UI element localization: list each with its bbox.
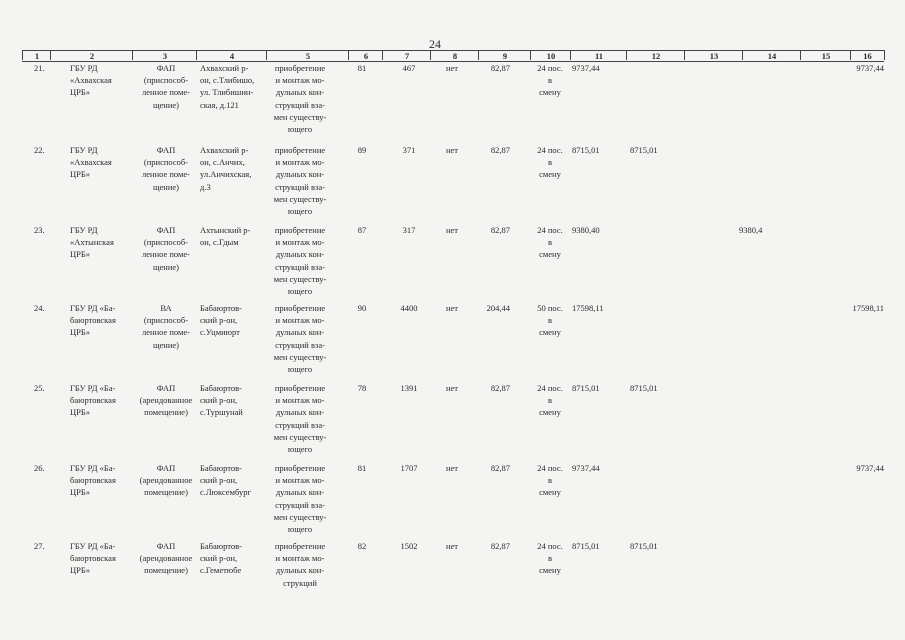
facility-type: ФАП (приспособ- ленное поме- щение) bbox=[142, 145, 190, 192]
cell-col16: 17598,11 bbox=[852, 303, 884, 313]
cell-col9: 82,87 bbox=[490, 541, 510, 551]
column-header: 6 bbox=[348, 50, 383, 60]
cell-col8: нет bbox=[445, 383, 459, 393]
column-header: 9 bbox=[478, 50, 531, 60]
work-description: приобретение и монтаж мо- дульных кон- струкций вза- мен существу- ющего bbox=[273, 145, 327, 217]
row-number: 27. bbox=[34, 541, 45, 551]
cell-col8: нет bbox=[445, 63, 459, 73]
cell-col11: 9737,44 bbox=[572, 463, 600, 473]
column-header: 5 bbox=[266, 50, 349, 60]
cell-col7: 1707 bbox=[400, 463, 418, 473]
cell-col11: 8715,01 bbox=[572, 383, 600, 393]
cell-col7: 1391 bbox=[400, 383, 418, 393]
column-header: 12 bbox=[626, 50, 685, 60]
cell-col6: 82 bbox=[357, 541, 367, 551]
facility-type: ФАП (арендованное помещение) bbox=[139, 383, 193, 418]
cell-col10: 24 пос. в смену bbox=[537, 383, 563, 418]
cell-col10: 24 пос. в смену bbox=[537, 541, 563, 576]
column-header: 11 bbox=[570, 50, 627, 60]
cell-col9: 82,87 bbox=[490, 463, 510, 473]
column-header: 10 bbox=[530, 50, 571, 60]
row-number: 23. bbox=[34, 225, 45, 235]
cell-col6: 81 bbox=[357, 63, 367, 73]
page-number: 24 bbox=[429, 37, 441, 51]
facility-address: Ахвахский р- он, с.Анчих, ул.Анчихская, д.3 bbox=[200, 145, 252, 192]
cell-col14: 9380,4 bbox=[739, 225, 763, 235]
cell-col12: 8715,01 bbox=[630, 145, 658, 155]
organization-name: ГБУ РД «Ахтынская ЦРБ» bbox=[70, 225, 114, 260]
work-description: приобретение и монтаж мо- дульных кон- струкций вза- мен существу- ющего bbox=[273, 303, 327, 375]
cell-col6: 87 bbox=[357, 225, 367, 235]
column-header: 13 bbox=[684, 50, 743, 60]
column-header: 16 bbox=[850, 50, 885, 60]
work-description: приобретение и монтаж мо- дульных кон- струкций bbox=[274, 541, 326, 588]
work-description: приобретение и монтаж мо- дульных кон- струкций вза- мен существу- ющего bbox=[273, 63, 327, 135]
work-description: приобретение и монтаж мо- дульных кон- струкций вза- мен существу- ющего bbox=[273, 383, 327, 455]
cell-col9: 82,87 bbox=[490, 383, 510, 393]
column-header: 15 bbox=[800, 50, 851, 60]
cell-col11: 17598,11 bbox=[572, 303, 604, 313]
organization-name: ГБУ РД «Ба- баюртовская ЦРБ» bbox=[70, 463, 116, 498]
table-header-row bbox=[22, 50, 884, 62]
cell-col7: 1502 bbox=[400, 541, 418, 551]
cell-col6: 90 bbox=[357, 303, 367, 313]
organization-name: ГБУ РД «Ба- баюртовская ЦРБ» bbox=[70, 541, 116, 576]
facility-type: ФАП (приспособ- ленное поме- щение) bbox=[142, 63, 190, 110]
cell-col11: 9737,44 bbox=[572, 63, 600, 73]
facility-address: Бабаюртов- ский р-он, с.Геметюбе bbox=[200, 541, 242, 576]
organization-name: ГБУ РД «Ахвахская ЦРБ» bbox=[70, 63, 112, 98]
cell-col12: 8715,01 bbox=[630, 541, 658, 551]
cell-col7: 4400 bbox=[400, 303, 418, 313]
cell-col8: нет bbox=[445, 463, 459, 473]
cell-col11: 8715,01 bbox=[572, 541, 600, 551]
cell-col8: нет bbox=[445, 145, 459, 155]
facility-type: ФАП (арендованное помещение) bbox=[139, 463, 193, 498]
row-number: 22. bbox=[34, 145, 45, 155]
work-description: приобретение и монтаж мо- дульных кон- струкций вза- мен существу- ющего bbox=[273, 463, 327, 535]
cell-col9: 204,44 bbox=[486, 303, 510, 313]
cell-col9: 82,87 bbox=[490, 145, 510, 155]
facility-address: Бабаюртов- ский р-он, с.Уцмиюрт bbox=[200, 303, 242, 338]
cell-col10: 50 пос. в смену bbox=[537, 303, 563, 338]
cell-col7: 467 bbox=[402, 63, 416, 73]
cell-col6: 89 bbox=[357, 145, 367, 155]
cell-col8: нет bbox=[445, 541, 459, 551]
cell-col6: 81 bbox=[357, 463, 367, 473]
cell-col10: 24 пос. в смену bbox=[537, 463, 563, 498]
cell-col9: 82,87 bbox=[490, 225, 510, 235]
cell-col10: 24 пос. в смену bbox=[537, 225, 563, 260]
cell-col8: нет bbox=[445, 225, 459, 235]
facility-type: ВА (приспособ- ленное поме- щение) bbox=[142, 303, 190, 350]
cell-col6: 78 bbox=[357, 383, 367, 393]
row-number: 21. bbox=[34, 63, 45, 73]
cell-col16: 9737,44 bbox=[856, 463, 884, 473]
facility-address: Бабаюртов- ский р-он, с.Туршунай bbox=[200, 383, 243, 418]
organization-name: ГБУ РД «Ахвахская ЦРБ» bbox=[70, 145, 112, 180]
cell-col11: 9380,40 bbox=[572, 225, 600, 235]
work-description: приобретение и монтаж мо- дульных кон- струкций вза- мен существу- ющего bbox=[273, 225, 327, 297]
organization-name: ГБУ РД «Ба- баюртовская ЦРБ» bbox=[70, 383, 116, 418]
row-number: 25. bbox=[34, 383, 45, 393]
column-header: 2 bbox=[50, 50, 133, 60]
organization-name: ГБУ РД «Ба- баюртовская ЦРБ» bbox=[70, 303, 116, 338]
facility-type: ФАП (арендованное помещение) bbox=[139, 541, 193, 576]
column-header: 14 bbox=[742, 50, 801, 60]
cell-col7: 371 bbox=[402, 145, 416, 155]
column-header: 1 bbox=[22, 50, 51, 60]
facility-type: ФАП (приспособ- ленное поме- щение) bbox=[142, 225, 190, 272]
cell-col10: 24 пос. в смену bbox=[537, 145, 563, 180]
row-number: 26. bbox=[34, 463, 45, 473]
column-header: 3 bbox=[132, 50, 197, 60]
column-header: 4 bbox=[196, 50, 267, 60]
cell-col8: нет bbox=[445, 303, 459, 313]
facility-address: Ахтынский р- он, с.Гдым bbox=[200, 225, 251, 248]
cell-col7: 317 bbox=[402, 225, 416, 235]
cell-col12: 8715,01 bbox=[630, 383, 658, 393]
row-number: 24. bbox=[34, 303, 45, 313]
column-header: 8 bbox=[430, 50, 479, 60]
facility-address: Бабаюртов- ский р-он, с.Люксембург bbox=[200, 463, 251, 498]
facility-address: Ахвахский р- он, с.Тлибишо, ул. Тлибишин- ская, д.121 bbox=[200, 63, 255, 110]
cell-col9: 82,87 bbox=[490, 63, 510, 73]
cell-col11: 8715,01 bbox=[572, 145, 600, 155]
column-header: 7 bbox=[382, 50, 431, 60]
cell-col10: 24 пос. в смену bbox=[537, 63, 563, 98]
cell-col16: 9737,44 bbox=[856, 63, 884, 73]
